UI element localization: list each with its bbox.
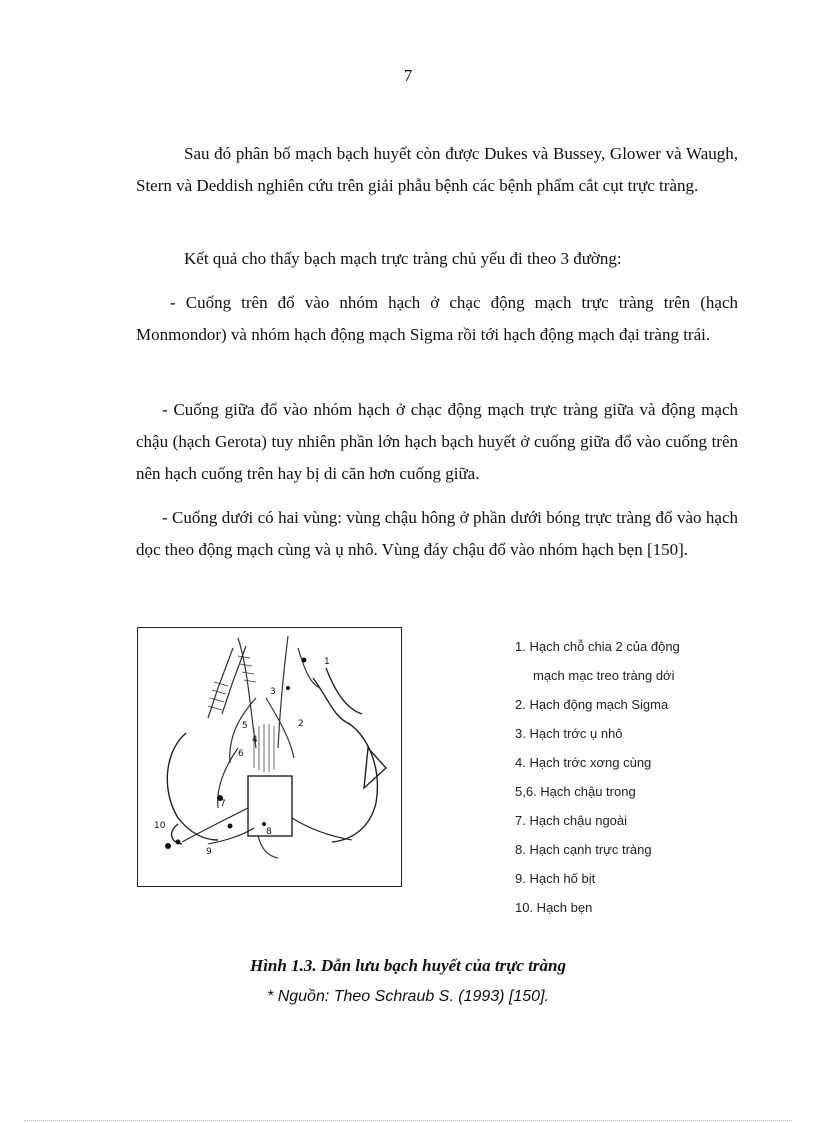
lymph-nodes	[165, 658, 307, 850]
figure-markers	[154, 657, 330, 857]
paragraph-result: Kết quả cho thấy bạch mạch trực tràng chủ yếu đi theo 3 đường:	[184, 249, 622, 268]
legend-item: 5,6. Hạch chậu trong	[515, 784, 636, 799]
figure-caption: Hình 1.3. Dẫn lưu bạch huyết của trực tràng	[249, 956, 567, 975]
drainage-lines	[182, 748, 352, 858]
marker-8: 8	[266, 827, 272, 837]
page-bottom-rule	[24, 1120, 792, 1121]
paragraph-intro: Sau đó phân bố mạch bạch huyết còn được Dukes và Bussey, Glower và Waugh, Stern và Deddish nghiên cứu trên giải phẫu bệnh các bệnh phẩm cắt cụt trực tràng.	[136, 144, 738, 195]
paragraph-upper-pedicle: - Cuống trên đổ vào nhóm hạch ở chạc động mạch trực tràng trên (hạch Monmondor) và nhóm hạch động mạch Sigma rồi tới hạch động mạch đại tràng trái.	[136, 293, 738, 344]
legend-item: 9. Hạch hố bịt	[515, 871, 596, 886]
legend-item: 8. Hạch cạnh trực tràng	[515, 842, 652, 857]
paragraph-middle-pedicle: - Cuống giữa đổ vào nhóm hạch ở chạc động mạch trực tràng giữa và động mạch chậu (hạch Gerota) tuy nhiên phần lớn hạch bạch huyết ở cuống giữa đổ vào cuống trên nên hạch cuống trên hay bị di căn hơn cuống giữa.	[136, 400, 738, 483]
anatomy-figure	[137, 627, 402, 887]
legend-item: 7. Hạch chậu ngoài	[515, 813, 628, 828]
legend-item: 2. Hạch động mạch Sigma	[515, 697, 669, 712]
marker-4: 4	[252, 735, 258, 745]
marker-3: 3	[270, 687, 276, 697]
figure-legend	[515, 632, 680, 922]
marker-7: 7	[220, 799, 226, 809]
lymph-drainage-drawing	[138, 628, 401, 886]
pelvis-outline	[167, 668, 386, 844]
marker-6: 6	[238, 749, 244, 759]
legend-item: 4. Hạch trớc xơng cùng	[515, 755, 652, 770]
marker-5: 5	[242, 721, 248, 731]
marker-1: 1	[324, 657, 330, 667]
figure-source: * Nguồn: Theo Schraub S. (1993) [150].	[267, 988, 549, 1005]
marker-9: 9	[206, 847, 212, 857]
legend-item: 1. Hạch chỗ chia 2 của động	[515, 639, 680, 654]
legend-item: mạch mạc treo tràng dới	[533, 668, 675, 683]
page-number: 7	[403, 66, 413, 85]
legend-item: 10. Hạch bẹn	[515, 900, 593, 915]
paragraph-lower-pedicle: - Cuống dưới có hai vùng: vùng chậu hông ở phần dưới bóng trực tràng đổ vào hạch dọc theo động mạch cùng và ụ nhô. Vùng đáy chậu đổ vào nhóm hạch bẹn [150].	[136, 508, 738, 559]
marker-10: 10	[154, 821, 166, 831]
marker-2: 2	[298, 719, 304, 729]
legend-item: 3. Hạch trớc ụ nhô	[515, 726, 623, 741]
